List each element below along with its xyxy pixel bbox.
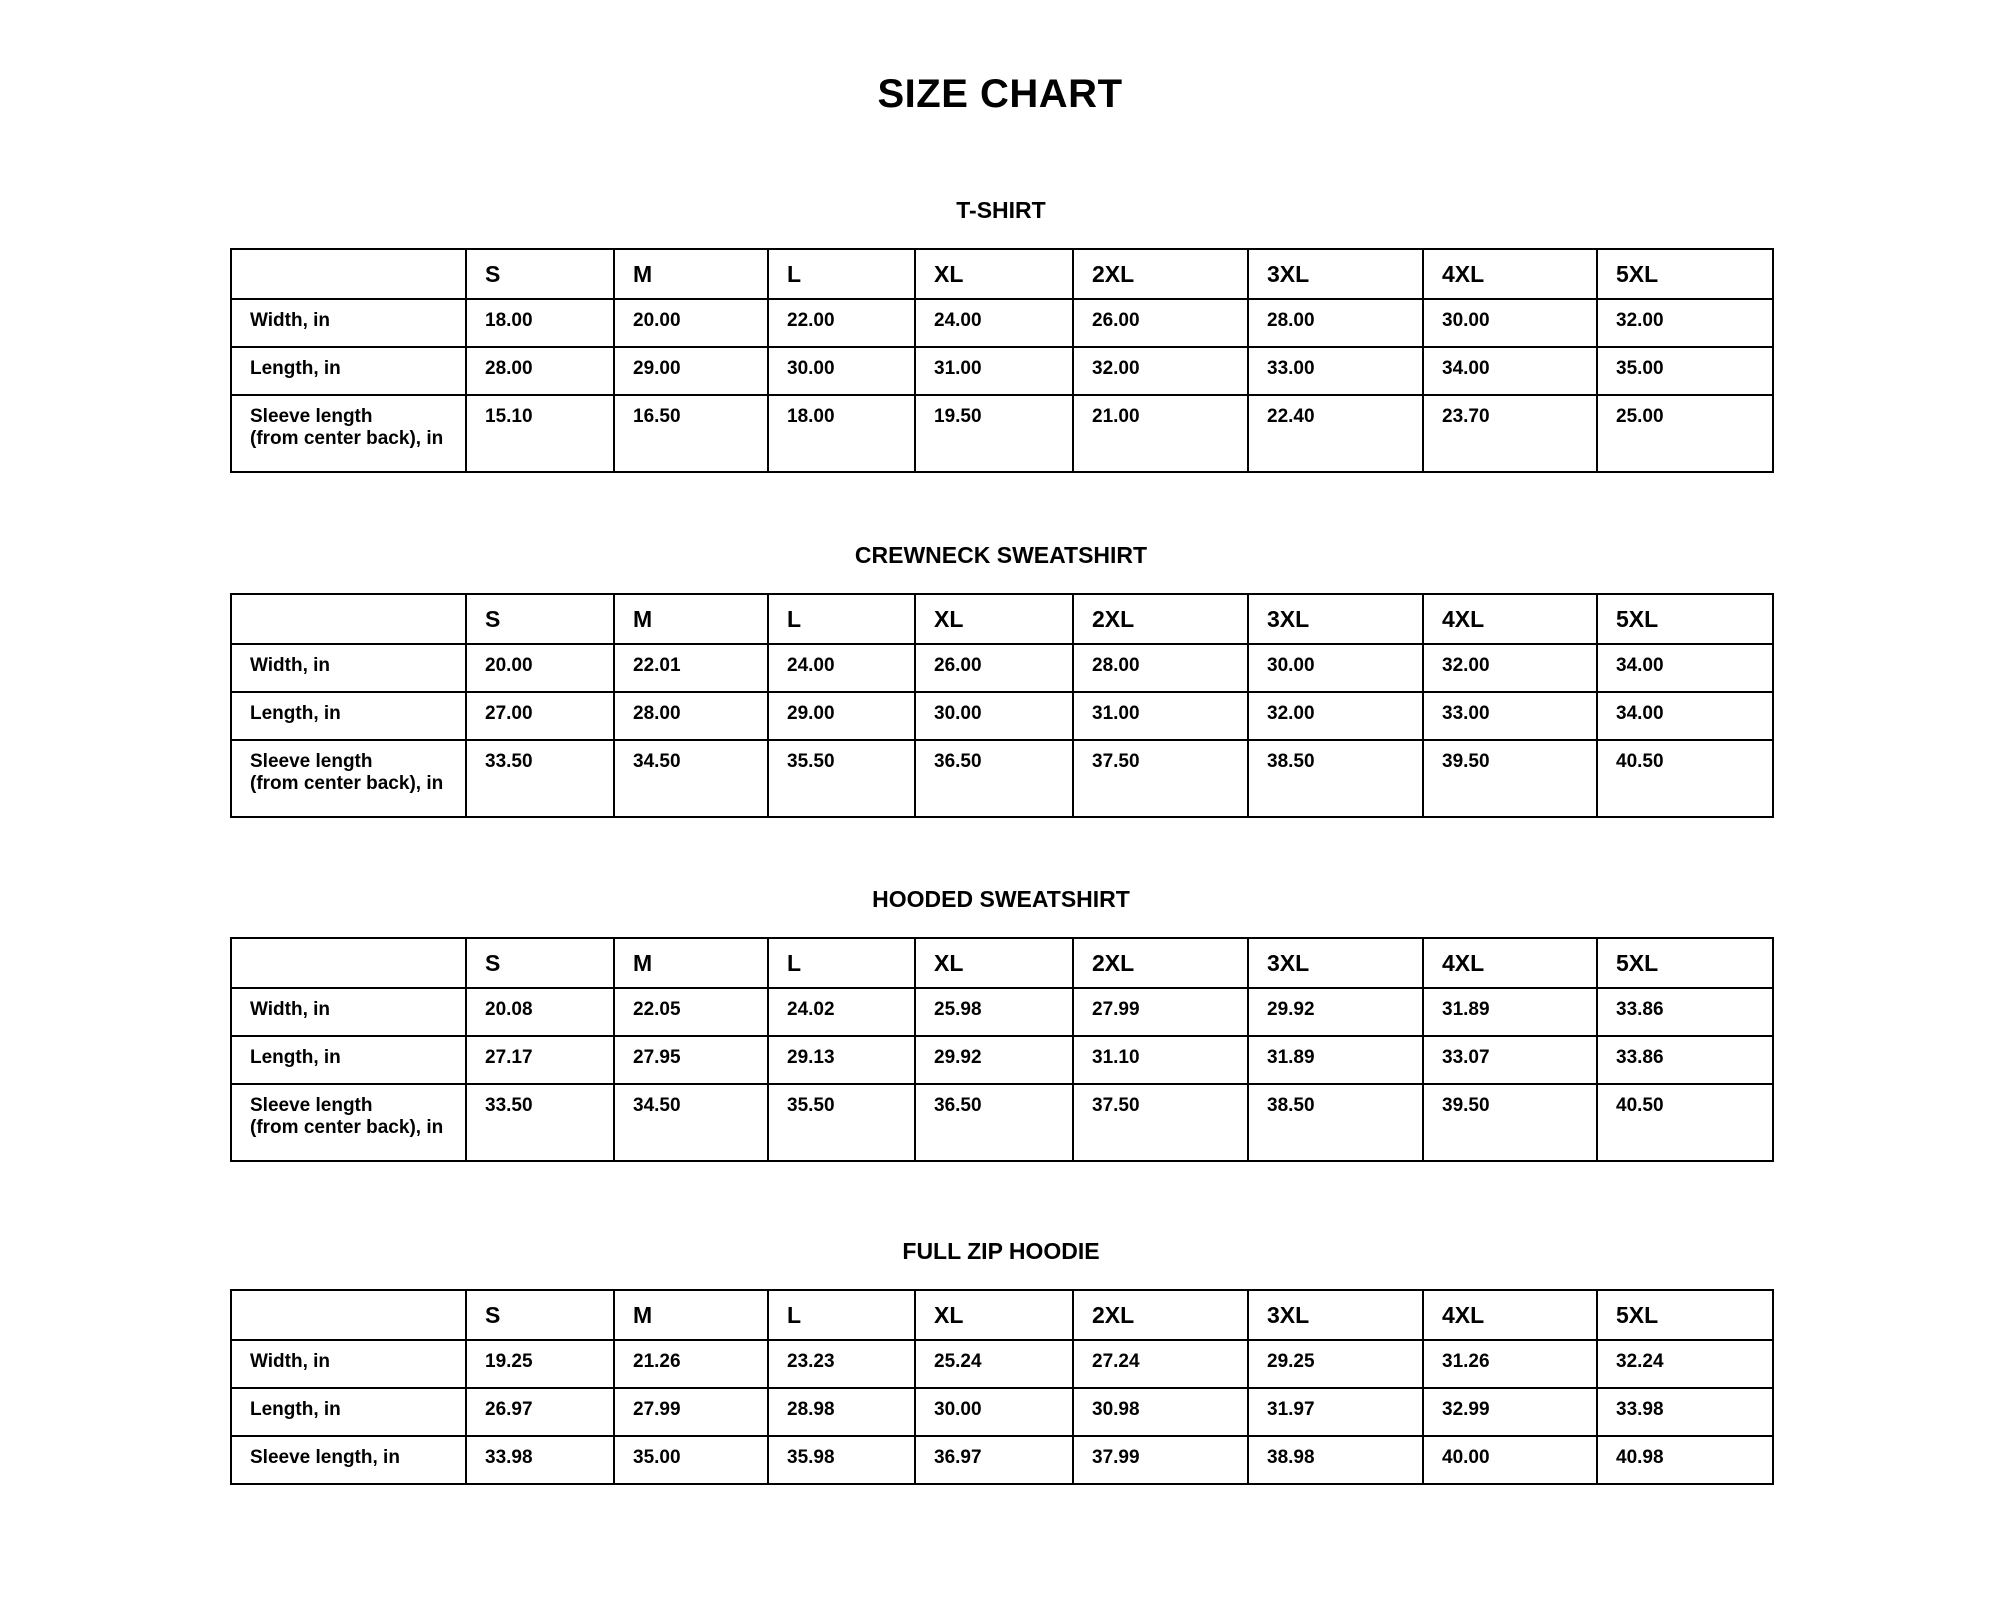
measurement-cell: 33.50 [466,1084,614,1161]
measurement-cell: 28.98 [768,1388,915,1436]
measurement-cell: 25.00 [1597,395,1773,472]
table-header-row [231,1290,1773,1340]
measurement-cell: 39.50 [1423,1084,1597,1161]
row-label-cell [231,1084,466,1161]
size-header-cell: S [466,249,614,299]
measurement-cell: 34.00 [1597,692,1773,740]
row-label-text: Width, in [250,655,331,676]
measurement-cell: 33.86 [1597,988,1773,1036]
measurement-cell: 26.97 [466,1388,614,1436]
measurement-cell: 30.00 [915,692,1073,740]
size-header-cell: L [768,938,915,988]
size-table [230,937,1774,1162]
table-row [231,347,1773,395]
measurement-cell: 36.50 [915,1084,1073,1161]
measurement-cell: 31.89 [1248,1036,1423,1084]
measurement-cell: 31.89 [1423,988,1597,1036]
size-header-cell: 3XL [1248,1290,1423,1340]
row-label-text: Width, in [250,1351,331,1372]
measurement-cell: 30.00 [1423,299,1597,347]
measurement-cell: 32.24 [1597,1340,1773,1388]
row-label-text: (from center back), in [250,1117,444,1138]
row-label-text: Width, in [250,310,331,331]
measurement-cell: 34.00 [1597,644,1773,692]
size-header-cell: XL [915,938,1073,988]
measurement-cell: 26.00 [915,644,1073,692]
measurement-cell: 40.50 [1597,1084,1773,1161]
size-header-cell: XL [915,1290,1073,1340]
table-row [231,299,1773,347]
measurement-cell: 21.00 [1073,395,1248,472]
measurement-cell: 22.05 [614,988,768,1036]
measurement-cell: 19.25 [466,1340,614,1388]
row-label-text: Sleeve length [250,1095,373,1116]
row-label-cell [231,1436,466,1484]
measurement-cell: 22.40 [1248,395,1423,472]
size-header-cell: S [466,594,614,644]
measurement-cell: 34.00 [1423,347,1597,395]
measurement-cell: 28.00 [614,692,768,740]
row-label-text: Width, in [250,999,331,1020]
measurement-cell: 27.99 [614,1388,768,1436]
row-label-text: Sleeve length [250,406,373,427]
row-label-cell [231,299,466,347]
size-header-cell: 4XL [1423,594,1597,644]
table-header-row [231,249,1773,299]
measurement-cell: 31.26 [1423,1340,1597,1388]
size-header-cell: 3XL [1248,594,1423,644]
measurement-cell: 37.99 [1073,1436,1248,1484]
measurement-cell: 24.00 [768,644,915,692]
measurement-cell: 29.00 [614,347,768,395]
row-label-cell [231,692,466,740]
size-table [230,593,1774,818]
size-header-cell: 3XL [1248,249,1423,299]
measurement-cell: 38.50 [1248,1084,1423,1161]
measurement-cell: 20.00 [614,299,768,347]
size-header-cell: 2XL [1073,1290,1248,1340]
row-label-cell [231,1388,466,1436]
size-header-cell: M [614,1290,768,1340]
size-header-cell: 4XL [1423,249,1597,299]
measurement-cell: 40.98 [1597,1436,1773,1484]
measurement-cell: 35.50 [768,740,915,817]
measurement-cell: 31.10 [1073,1036,1248,1084]
size-header-cell: L [768,594,915,644]
measurement-cell: 30.00 [915,1388,1073,1436]
measurement-cell: 29.92 [915,1036,1073,1084]
measurement-cell: 20.08 [466,988,614,1036]
size-header-cell: 4XL [1423,1290,1597,1340]
empty-corner-cell [231,1290,466,1340]
section-t-shirt [230,195,1772,473]
row-label-text: Sleeve length [250,751,373,772]
row-label-cell [231,644,466,692]
measurement-cell: 32.00 [1597,299,1773,347]
measurement-cell: 30.98 [1073,1388,1248,1436]
measurement-cell: 32.00 [1248,692,1423,740]
measurement-cell: 33.86 [1597,1036,1773,1084]
measurement-cell: 28.00 [466,347,614,395]
size-header-cell: S [466,1290,614,1340]
measurement-cell: 38.50 [1248,740,1423,817]
table-row [231,1388,1773,1436]
measurement-cell: 32.99 [1423,1388,1597,1436]
measurement-cell: 29.00 [768,692,915,740]
row-label-text: Length, in [250,358,341,379]
table-row [231,692,1773,740]
measurement-cell: 37.50 [1073,1084,1248,1161]
row-label-cell [231,740,466,817]
size-table [230,1289,1774,1485]
row-label-text: Length, in [250,1047,341,1068]
measurement-cell: 22.00 [768,299,915,347]
measurement-cell: 24.02 [768,988,915,1036]
measurement-cell: 35.98 [768,1436,915,1484]
table-row [231,740,1773,817]
measurement-cell: 25.24 [915,1340,1073,1388]
measurement-cell: 39.50 [1423,740,1597,817]
section-title: FULL ZIP HOODIE [902,1238,1100,1264]
measurement-cell: 32.00 [1073,347,1248,395]
measurement-cell: 33.00 [1423,692,1597,740]
page-title: SIZE CHART [877,72,1123,116]
size-header-cell: L [768,1290,915,1340]
row-label-cell [231,988,466,1036]
size-header-cell: XL [915,594,1073,644]
measurement-cell: 35.50 [768,1084,915,1161]
row-label-cell [231,1036,466,1084]
measurement-cell: 16.50 [614,395,768,472]
measurement-cell: 33.50 [466,740,614,817]
measurement-cell: 22.01 [614,644,768,692]
measurement-cell: 33.98 [1597,1388,1773,1436]
measurement-cell: 25.98 [915,988,1073,1036]
measurement-cell: 31.00 [915,347,1073,395]
size-header-cell: M [614,249,768,299]
size-header-cell: 2XL [1073,594,1248,644]
measurement-cell: 23.70 [1423,395,1597,472]
section-title: T-SHIRT [956,197,1046,223]
measurement-cell: 40.50 [1597,740,1773,817]
table-row [231,1084,1773,1161]
measurement-cell: 29.25 [1248,1340,1423,1388]
table-row [231,1340,1773,1388]
measurement-cell: 38.98 [1248,1436,1423,1484]
section-crewneck-sweatshirt [230,540,1772,818]
size-header-cell: 5XL [1597,594,1773,644]
measurement-cell: 31.97 [1248,1388,1423,1436]
measurement-cell: 29.13 [768,1036,915,1084]
row-label-text: (from center back), in [250,773,444,794]
measurement-cell: 19.50 [915,395,1073,472]
size-header-cell: S [466,938,614,988]
measurement-cell: 27.95 [614,1036,768,1084]
measurement-cell: 40.00 [1423,1436,1597,1484]
size-header-cell: M [614,938,768,988]
size-header-cell: 5XL [1597,249,1773,299]
measurement-cell: 30.00 [1248,644,1423,692]
size-header-cell: 3XL [1248,938,1423,988]
measurement-cell: 23.23 [768,1340,915,1388]
row-label-text: Sleeve length, in [250,1447,400,1468]
measurement-cell: 20.00 [466,644,614,692]
size-header-cell: 5XL [1597,938,1773,988]
size-table [230,248,1774,473]
measurement-cell: 27.17 [466,1036,614,1084]
section-hooded-sweatshirt [230,884,1772,1162]
row-label-cell [231,347,466,395]
size-header-cell: 2XL [1073,249,1248,299]
measurement-cell: 24.00 [915,299,1073,347]
table-row [231,395,1773,472]
measurement-cell: 26.00 [1073,299,1248,347]
measurement-cell: 31.00 [1073,692,1248,740]
measurement-cell: 32.00 [1423,644,1597,692]
measurement-cell: 34.50 [614,1084,768,1161]
measurement-cell: 27.24 [1073,1340,1248,1388]
empty-corner-cell [231,594,466,644]
measurement-cell: 28.00 [1073,644,1248,692]
section-title: CREWNECK SWEATSHIRT [854,542,1148,568]
row-label-text: Length, in [250,1399,341,1420]
measurement-cell: 28.00 [1248,299,1423,347]
section-full-zip-hoodie [230,1236,1772,1485]
measurement-cell: 15.10 [466,395,614,472]
table-row [231,988,1773,1036]
table-row [231,644,1773,692]
empty-corner-cell [231,938,466,988]
measurement-cell: 35.00 [1597,347,1773,395]
measurement-cell: 33.07 [1423,1036,1597,1084]
row-label-cell [231,1340,466,1388]
table-header-row [231,938,1773,988]
table-row [231,1436,1773,1484]
measurement-cell: 18.00 [768,395,915,472]
measurement-cell: 35.00 [614,1436,768,1484]
row-label-cell [231,395,466,472]
measurement-cell: 18.00 [466,299,614,347]
row-label-text: (from center back), in [250,428,444,449]
row-label-text: Length, in [250,703,341,724]
size-header-cell: XL [915,249,1073,299]
measurement-cell: 27.99 [1073,988,1248,1036]
measurement-cell: 33.98 [466,1436,614,1484]
size-header-cell: L [768,249,915,299]
section-title: HOODED SWEATSHIRT [872,886,1130,912]
size-header-cell: 4XL [1423,938,1597,988]
measurement-cell: 29.92 [1248,988,1423,1036]
size-header-cell: M [614,594,768,644]
size-header-cell: 2XL [1073,938,1248,988]
measurement-cell: 34.50 [614,740,768,817]
measurement-cell: 36.97 [915,1436,1073,1484]
measurement-cell: 33.00 [1248,347,1423,395]
measurement-cell: 36.50 [915,740,1073,817]
table-row [231,1036,1773,1084]
measurement-cell: 21.26 [614,1340,768,1388]
measurement-cell: 27.00 [466,692,614,740]
measurement-cell: 37.50 [1073,740,1248,817]
empty-corner-cell [231,249,466,299]
measurement-cell: 30.00 [768,347,915,395]
table-header-row [231,594,1773,644]
size-header-cell: 5XL [1597,1290,1773,1340]
